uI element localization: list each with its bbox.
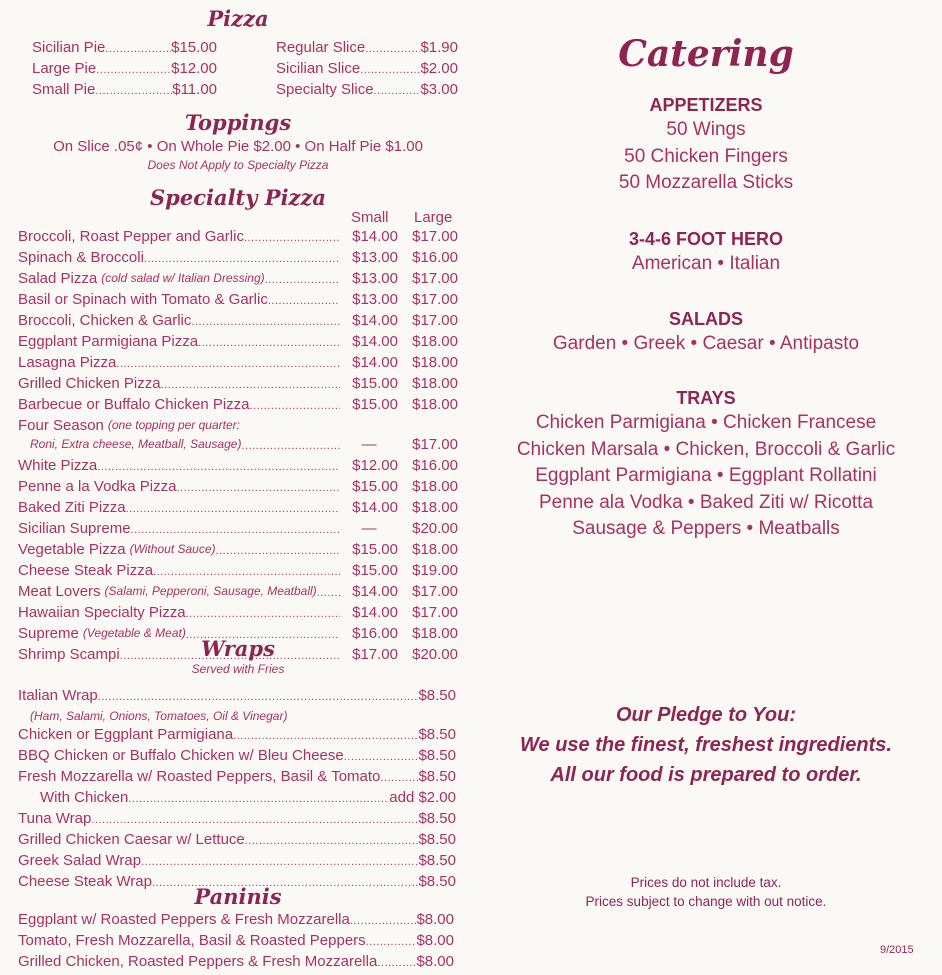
price-large: $17.00 xyxy=(412,228,458,245)
menu-item: Barbecue or Buffalo Chicken Pizza ..... $15.00 $18.00 xyxy=(18,395,458,416)
specialty-list xyxy=(18,227,458,666)
menu-item: Hawaiian Specialty Pizza ..... $14.00 $17.00 xyxy=(18,603,458,624)
pledge-line: All our food is prepared to order. xyxy=(550,764,862,786)
price-large: $18.00 xyxy=(412,375,458,392)
price-large: $19.00 xyxy=(412,562,458,579)
item-description: (one topping per quarter: xyxy=(107,418,240,432)
price-large: $18.00 xyxy=(412,333,458,350)
menu-item: Vegetable Pizza (Without Sauce) ..... $15.00 $18.00 xyxy=(18,540,458,561)
price-small: $17.00 xyxy=(352,646,398,663)
menu-item: Specialty Slice ..... $3.00 xyxy=(276,80,458,101)
price-small: $15.00 xyxy=(352,375,398,392)
list-item: Penne ala Vodka • Baked Ziti w/ Ricotta xyxy=(538,491,874,513)
menu-item: Eggplant w/ Roasted Peppers & Fresh Mozzarella ..... $8.00 xyxy=(18,910,454,931)
catering-salads xyxy=(470,307,942,358)
menu-item: Tuna Wrap ..... $8.50 xyxy=(18,809,456,830)
menu-item: Penne a la Vodka Pizza ..... $15.00 $18.00 xyxy=(18,477,458,498)
price-small: — xyxy=(361,520,377,537)
list-item: American • Italian xyxy=(631,253,781,274)
pizza-title: Pizza xyxy=(207,6,269,31)
footer-notes xyxy=(470,873,942,911)
list-item: 50 Mozzarella Sticks xyxy=(618,172,794,193)
toppings-line: On Slice .05¢ • On Whole Pie $2.00 • On Half Pie $1.00 xyxy=(53,138,423,155)
price-large: $18.00 xyxy=(412,478,458,495)
price-small: $14.00 xyxy=(352,333,398,350)
catering-hero xyxy=(470,227,942,278)
price-large: $18.00 xyxy=(412,541,458,558)
price-small: $12.00 xyxy=(352,457,398,474)
col-small-label: Small xyxy=(351,209,389,226)
price-small: — xyxy=(361,436,377,453)
catering-title: Catering xyxy=(618,33,794,75)
price-small: $15.00 xyxy=(352,478,398,495)
item-description: (Vegetable & Meat) xyxy=(82,626,186,640)
price-small: $13.00 xyxy=(352,249,398,266)
price-large: $18.00 xyxy=(412,625,458,642)
price-small: $14.00 xyxy=(352,604,398,621)
menu-item: Italian Wrap ..... $8.50 xyxy=(18,686,456,707)
list-item: Chicken Parmigiana • Chicken Francese xyxy=(535,412,877,433)
specialty-title: Specialty Pizza xyxy=(150,185,326,210)
menu-item: Four Season (one topping per quarter: xyxy=(18,417,240,434)
menu-item: Baked Ziti Pizza ..... $14.00 $18.00 xyxy=(18,498,458,519)
hero-heading: 3-4-6 FOOT HERO xyxy=(628,229,784,249)
menu-item: Sicilian Supreme ..... — $20.00 xyxy=(18,519,458,540)
menu-date: 9/2015 xyxy=(880,944,914,956)
pledge-heading: Our Pledge to You: xyxy=(615,704,796,726)
menu-item: Basil or Spinach with Tomato & Garlic ..... $13.00 $17.00 xyxy=(18,290,458,311)
catering-appetizers xyxy=(470,93,942,197)
menu-item: Broccoli, Roast Pepper and Garlic ..... $14.00 $17.00 xyxy=(18,227,458,248)
price-large: $18.00 xyxy=(412,354,458,371)
pledge-line: We use the finest, freshest ingredients. xyxy=(520,734,892,756)
toppings-note: Does Not Apply to Specialty Pizza xyxy=(147,158,329,172)
menu-item: Cheese Steak Wrap ..... $8.50 xyxy=(18,872,456,893)
menu-item: Grilled Chicken Pizza ..... $15.00 $18.00 xyxy=(18,374,458,395)
item-description: (Ham, Salami, Onions, Tomatoes, Oil & Vinegar) xyxy=(30,709,288,723)
menu-item: Lasagna Pizza ..... $14.00 $18.00 xyxy=(18,353,458,374)
menu-item: Supreme (Vegetable & Meat) ..... $16.00 $18.00 xyxy=(18,624,458,645)
price-small: $15.00 xyxy=(352,562,398,579)
price-small: $15.00 xyxy=(352,396,398,413)
menu-item: Meat Lovers (Salami, Pepperoni, Sausage, Meatball) ..... $14.00 $17.00 xyxy=(18,582,458,603)
item-description: Roni, Extra cheese, Meatball, Sausage) xyxy=(30,437,242,451)
pizza-right-list xyxy=(276,38,458,101)
price-small: $15.00 xyxy=(352,541,398,558)
menu-item: With Chicken ..... add $2.00 xyxy=(18,788,456,809)
menu-item: Broccoli, Chicken & Garlic ..... $14.00 $17.00 xyxy=(18,311,458,332)
price-small: $14.00 xyxy=(352,583,398,600)
price-small: $14.00 xyxy=(352,312,398,329)
list-item: Garden • Greek • Caesar • Antipasto xyxy=(552,333,860,354)
price-small: $14.00 xyxy=(352,228,398,245)
menu-item: Spinach & Broccoli ..... $13.00 $16.00 xyxy=(18,248,458,269)
item-description: (Salami, Pepperoni, Sausage, Meatball) xyxy=(104,584,317,598)
list-item: 50 Wings xyxy=(666,119,746,140)
list-item: Chicken Marsala • Chicken, Broccoli & Garlic xyxy=(516,438,896,460)
toppings-title: Toppings xyxy=(184,110,292,135)
price-large: $17.00 xyxy=(412,583,458,600)
list-item: 50 Chicken Fingers xyxy=(624,145,788,167)
price-large: $16.00 xyxy=(412,249,458,266)
menu-item: BBQ Chicken or Buffalo Chicken w/ Bleu Cheese ..... $8.50 xyxy=(18,746,456,767)
salads-heading: SALADS xyxy=(668,309,743,329)
price-change-note: Prices subject to change with out notice. xyxy=(585,894,827,909)
price-small: $14.00 xyxy=(352,499,398,516)
price-large: $17.00 xyxy=(412,270,458,287)
menu-item: Regular Slice ..... $1.90 xyxy=(276,38,458,59)
price-small: $16.00 xyxy=(352,625,398,642)
price-large: $17.00 xyxy=(412,291,458,308)
price-small: $13.00 xyxy=(352,291,398,308)
tax-note: Prices do not include tax. xyxy=(630,875,782,890)
menu-item: Salad Pizza (cold salad w/ Italian Dressing) ..... $13.00 $17.00 xyxy=(18,269,458,290)
menu-item: Shrimp Scampi ..... $17.00 $20.00 xyxy=(18,645,458,666)
trays-heading: TRAYS xyxy=(676,388,736,408)
menu-item: Fresh Mozzarella w/ Roasted Peppers, Basil & Tomato ..... $8.50 xyxy=(18,767,456,788)
price-large: $20.00 xyxy=(412,646,458,663)
menu-item: Tomato, Fresh Mozzarella, Basil & Roasted Peppers ..... $8.00 xyxy=(18,931,454,952)
price-large: $17.00 xyxy=(412,312,458,329)
menu-item: Eggplant Parmigiana Pizza ..... $14.00 $18.00 xyxy=(18,332,458,353)
menu-item: Small Pie ..... $11.00 xyxy=(32,80,217,101)
wraps-title: Wraps xyxy=(201,636,275,661)
pizza-left-list xyxy=(32,38,217,101)
price-large: $16.00 xyxy=(412,457,458,474)
menu-item-continued xyxy=(18,435,458,456)
wraps-subtitle: Served with Fries xyxy=(191,662,285,676)
col-large-label: Large xyxy=(414,209,453,226)
menu-item: Sicilian Pie ..... $15.00 xyxy=(32,38,217,59)
price-large: $18.00 xyxy=(412,396,458,413)
price-small: $13.00 xyxy=(352,270,398,287)
menu-item: Greek Salad Wrap ..... $8.50 xyxy=(18,851,456,872)
price-large: $17.00 xyxy=(412,604,458,621)
item-description: (Without Sauce) xyxy=(129,542,216,556)
price-small: $14.00 xyxy=(352,354,398,371)
menu-item: Large Pie ..... $12.00 xyxy=(32,59,217,80)
price-large: $17.00 xyxy=(412,436,458,453)
list-item: Sausage & Peppers • Meatballs xyxy=(572,518,840,539)
item-description: (cold salad w/ Italian Dressing) xyxy=(101,271,265,285)
price-large: $20.00 xyxy=(412,520,458,537)
list-item: Eggplant Parmigiana • Eggplant Rollatini xyxy=(535,465,877,486)
menu-item: Grilled Chicken, Roasted Peppers & Fresh Mozzarella ..... $8.00 xyxy=(18,952,454,973)
wraps-list xyxy=(18,686,456,893)
menu-item: Cheese Steak Pizza ..... $15.00 $19.00 xyxy=(18,561,458,582)
pizza-section xyxy=(32,38,458,101)
price-large: $18.00 xyxy=(412,499,458,516)
menu-item: Grilled Chicken Caesar w/ Lettuce ..... $8.50 xyxy=(18,830,456,851)
menu-item: Sicilian Slice ..... $2.00 xyxy=(276,59,458,80)
menu-item: Chicken or Eggplant Parmigiana ..... $8.50 xyxy=(18,725,456,746)
catering-trays xyxy=(470,386,942,543)
paninis-list xyxy=(18,910,454,973)
paninis-title: Paninis xyxy=(194,884,282,909)
menu-item: White Pizza ..... $12.00 $16.00 xyxy=(18,456,458,477)
appetizers-heading: APPETIZERS xyxy=(649,95,763,115)
pledge-block xyxy=(470,700,942,790)
